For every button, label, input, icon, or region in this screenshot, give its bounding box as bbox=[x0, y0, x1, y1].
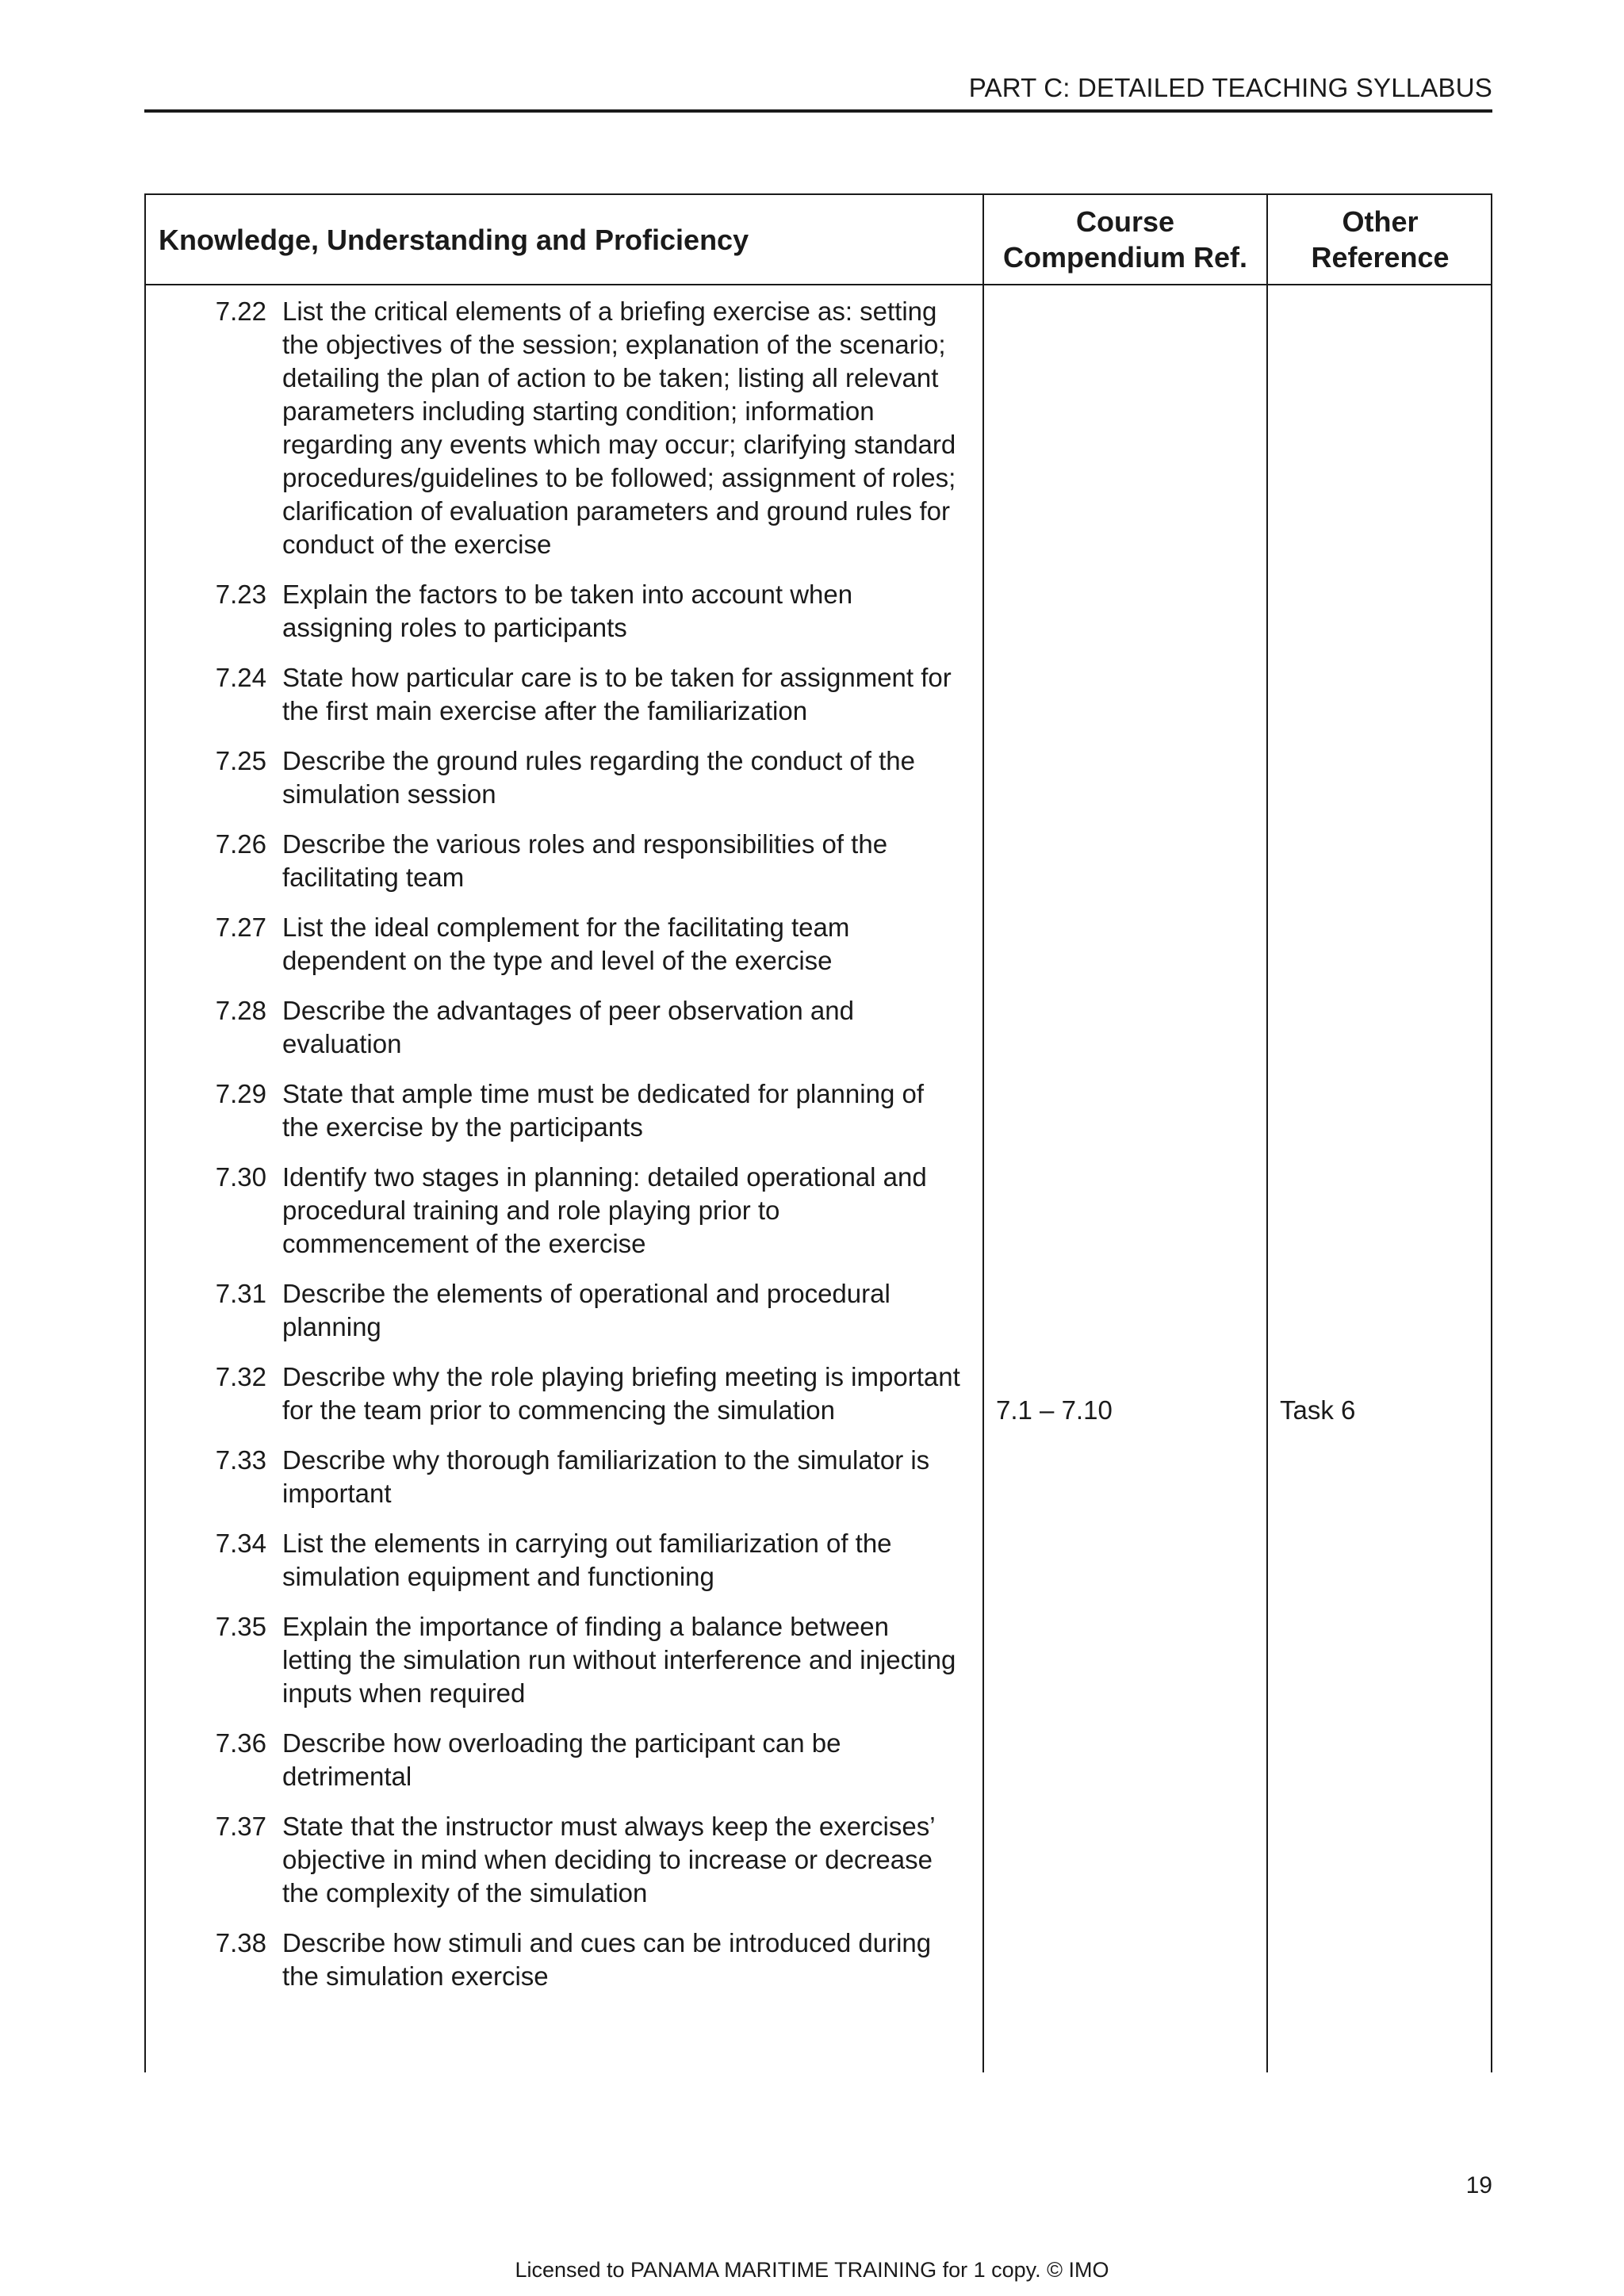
item-text: Describe the advantages of peer observation and evaluation bbox=[282, 996, 854, 1058]
list-item bbox=[146, 1727, 982, 1793]
item-text: List the elements in carrying out familiarization of the simulation equipment and functioning bbox=[282, 1529, 892, 1591]
list-item bbox=[146, 578, 982, 645]
item-text: Explain the importance of finding a balance between letting the simulation run without interference and injecting inputs when required bbox=[282, 1612, 956, 1708]
column-header-course-ref bbox=[984, 195, 1266, 284]
item-number: 7.29 bbox=[215, 1079, 266, 1108]
list-item bbox=[146, 1610, 982, 1710]
list-item bbox=[146, 1444, 982, 1510]
list-item bbox=[146, 295, 982, 561]
item-text: List the critical elements of a briefing exercise as: setting the objectives of the session; explanation of the scenario; detailing the plan of action to be taken; listing all relevant parameters including starting condition; information regarding any events which may occur; clarifying standard procedures/guidelines to be followed; assignment of roles; clarification of evaluation parameters and ground rules for conduct of the exercise bbox=[282, 297, 956, 559]
column-header-course-line2: Compendium Ref. bbox=[1002, 241, 1247, 274]
item-number: 7.32 bbox=[215, 1362, 266, 1391]
item-text: List the ideal complement for the facilitating team dependent on the type and level of the exercise bbox=[282, 913, 850, 975]
item-text: Describe the ground rules regarding the conduct of the simulation session bbox=[282, 746, 915, 809]
item-number: 7.38 bbox=[215, 1928, 266, 1957]
list-item bbox=[146, 744, 982, 811]
list-item bbox=[146, 1161, 982, 1261]
column-divider bbox=[982, 195, 984, 2072]
item-text: Describe how stimuli and cues can be introduced during the simulation exercise bbox=[282, 1928, 932, 1991]
list-item bbox=[146, 1527, 982, 1594]
table-header-row bbox=[146, 195, 1491, 285]
list-item bbox=[146, 1277, 982, 1344]
section-title: PART C: DETAILED TEACHING SYLLABUS bbox=[968, 73, 1492, 102]
column-header-other-ref bbox=[1268, 195, 1492, 284]
item-number: 7.22 bbox=[215, 297, 266, 326]
item-number: 7.28 bbox=[215, 996, 266, 1025]
item-number: 7.24 bbox=[215, 663, 266, 692]
list-item bbox=[146, 1077, 982, 1144]
item-text: Explain the factors to be taken into account when assigning roles to participants bbox=[282, 580, 853, 642]
item-number: 7.30 bbox=[215, 1162, 266, 1192]
item-number: 7.36 bbox=[215, 1728, 266, 1758]
item-text: Describe how overloading the participant can be detrimental bbox=[282, 1728, 841, 1791]
list-item bbox=[146, 1360, 982, 1427]
column-header-knowledge-label: Knowledge, Understanding and Proficiency bbox=[159, 223, 749, 256]
list-item bbox=[146, 911, 982, 978]
item-text: State that the instructor must always keep the exercises’ objective in mind when deciding to increase or decrease the complexity of the simulation bbox=[282, 1812, 935, 1908]
item-text: State that ample time must be dedicated for planning of the exercise by the participants bbox=[282, 1079, 924, 1142]
syllabus-table bbox=[144, 193, 1492, 2072]
other-reference: Task 6 bbox=[1280, 1395, 1356, 1425]
page-header bbox=[144, 70, 1492, 113]
list-item bbox=[146, 994, 982, 1061]
item-number: 7.27 bbox=[215, 913, 266, 942]
item-number: 7.37 bbox=[215, 1812, 266, 1841]
item-text: Describe the various roles and responsibilities of the facilitating team bbox=[282, 829, 888, 892]
item-text: State how particular care is to be taken for assignment for the first main exercise after the familiarization bbox=[282, 663, 952, 725]
license-notice: Licensed to PANAMA MARITIME TRAINING for 1 copy. © IMO bbox=[515, 2258, 1109, 2282]
item-number: 7.25 bbox=[215, 746, 266, 775]
item-text: Describe why the role playing briefing meeting is important for the team prior to commencing the simulation bbox=[282, 1362, 960, 1425]
objective-list bbox=[146, 295, 982, 2010]
list-item bbox=[146, 1810, 982, 1910]
column-header-other-line2: Reference bbox=[1311, 241, 1450, 274]
item-text: Identify two stages in planning: detailed operational and procedural training and role playing prior to commencement of the exercise bbox=[282, 1162, 927, 1258]
item-number: 7.35 bbox=[215, 1612, 266, 1641]
list-item bbox=[146, 828, 982, 894]
column-header-other-line1: Other bbox=[1342, 205, 1419, 238]
page-number: 19 bbox=[1465, 2172, 1492, 2198]
item-text: Describe why thorough familiarization to the simulator is important bbox=[282, 1445, 930, 1508]
column-divider bbox=[1266, 195, 1268, 2072]
item-text: Describe the elements of operational and procedural planning bbox=[282, 1279, 891, 1341]
course-compendium-ref: 7.1 – 7.10 bbox=[996, 1395, 1113, 1425]
item-number: 7.31 bbox=[215, 1279, 266, 1308]
column-header-knowledge bbox=[159, 195, 975, 284]
item-number: 7.23 bbox=[215, 580, 266, 609]
item-number: 7.33 bbox=[215, 1445, 266, 1475]
column-header-course-line1: Course bbox=[1075, 205, 1174, 238]
item-number: 7.26 bbox=[215, 829, 266, 859]
list-item bbox=[146, 661, 982, 728]
item-number: 7.34 bbox=[215, 1529, 266, 1558]
list-item bbox=[146, 1927, 982, 1993]
